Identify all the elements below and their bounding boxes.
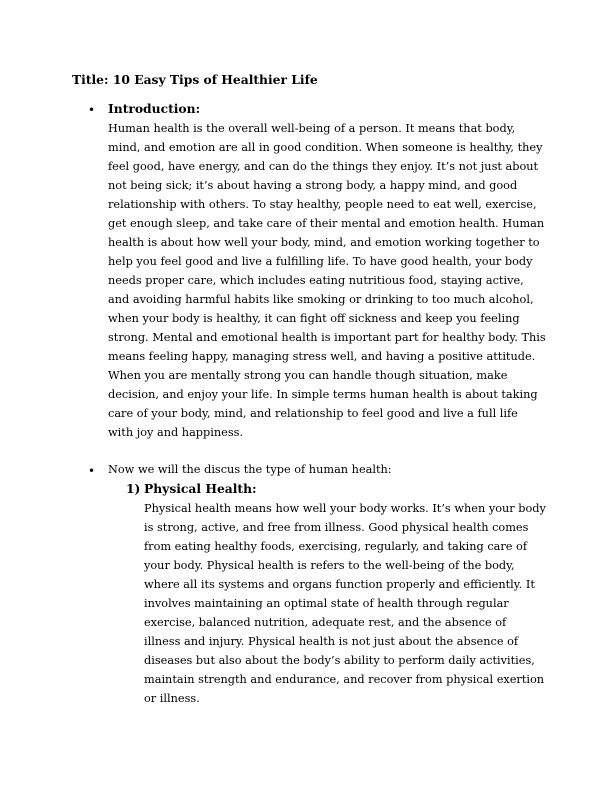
bullet-icon: • bbox=[88, 464, 96, 478]
list-number: 1) bbox=[126, 481, 141, 496]
physical-health-paragraph: Physical health means how well your body works. It’s when your body is strong, active, and free from illness. Good physical health comes from eating healthy foods, exercising, regularly, and taking care of your body. Physical health is refers to the well-being of the body, where all its systems and organs function properly and efficiently. It involves maintaining an optimal state of health through regular exercise, balanced nutrition, adequate rest, and the absence of illness and injury. Physical health is not just about the absence of diseases but also about the body’s ability to perform daily activities, maintain strength and endurance, and recover from physical exertion or illness. bbox=[144, 502, 546, 705]
introduction-heading: Introduction: bbox=[108, 101, 201, 116]
physical-health-heading: Physical Health: bbox=[144, 481, 257, 496]
bullet-icon: • bbox=[88, 103, 96, 117]
types-intro-line: Now we will the discus the type of human health: bbox=[108, 463, 392, 476]
document-title: Title: 10 Easy Tips of Healthier Life bbox=[72, 72, 318, 87]
introduction-paragraph: Human health is the overall well-being of a person. It means that body, mind, and emotion are all in good condition. When someone is healthy, they feel good, have energy, and can do the things they enjoy. It’s not just about not being sick; it’s about having a strong body, a happy mind, and good relationship with others. To stay healthy, people need to eat well, exercise, get enough sleep, and take care of their mental and emotion health. Human health is about how well your body, mind, and emotion working together to help you feel good and live a fulfilling life. To have good health, your body needs proper care, which includes eating nutritious food, staying active, and avoiding harmful habits like smoking or drinking to too much alcohol, when your body is healthy, it can fight off sickness and keep you feeling strong. Mental and emotional health is important part for healthy body. This means feeling happy, managing stress well, and having a positive attitude. When you are mentally strong you can handle though situation, make decision, and enjoy your life. In simple terms human health is about taking care of your body, mind, and relationship to feel good and live a full life with joy and happiness. bbox=[108, 122, 546, 439]
